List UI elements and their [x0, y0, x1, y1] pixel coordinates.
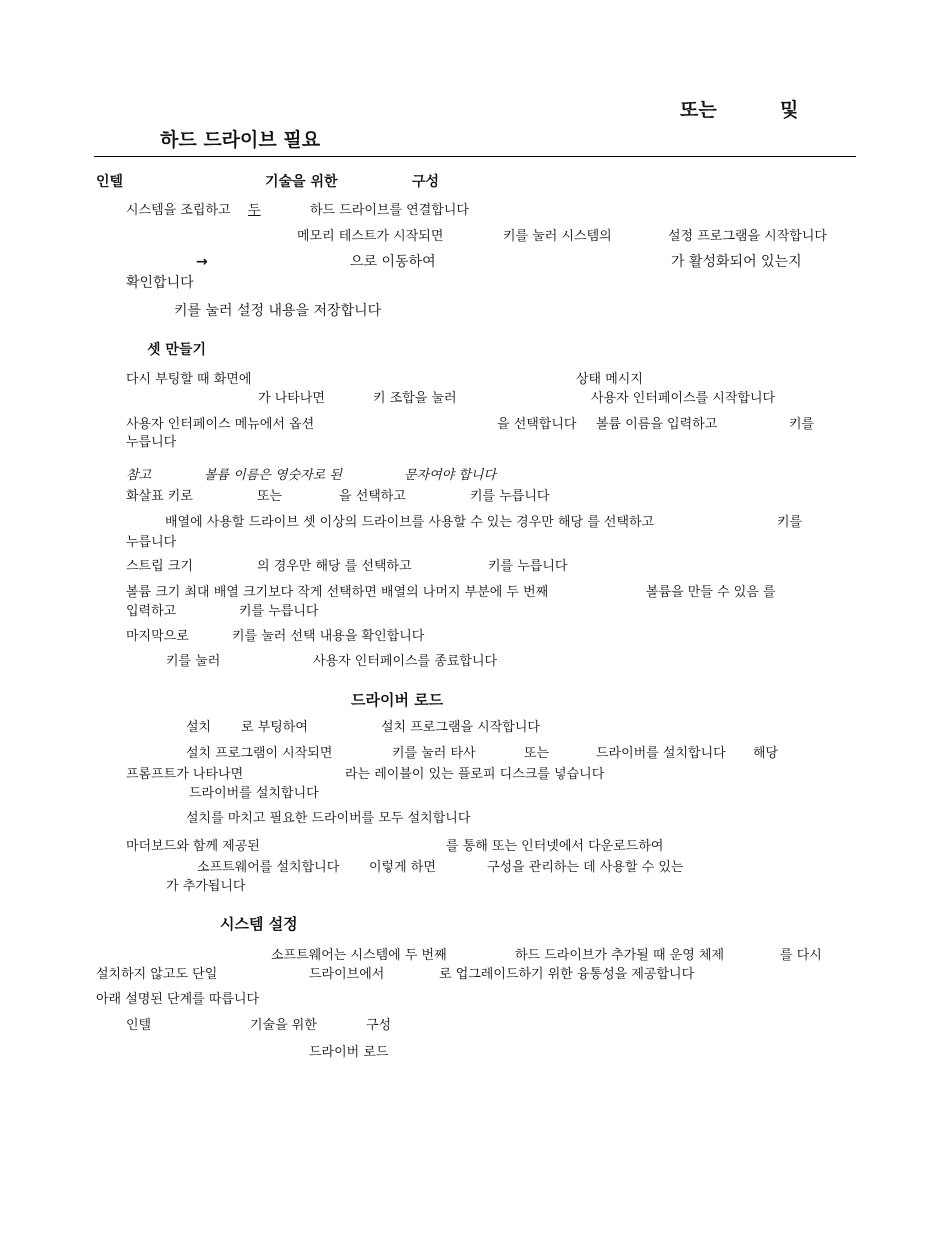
system-line-1a: 소프트웨어는 시스템에 두 번째 [271, 948, 447, 963]
set-line-9b: 볼륨을 만들 수 있음 를 [646, 585, 776, 600]
intel-line-3b: 가 활성화되어 있는지 [671, 254, 802, 270]
set-line-10b: 키를 누릅니다 [239, 604, 319, 619]
title-divider [94, 156, 856, 157]
set-line-2a: 가 나타나면 [258, 391, 325, 406]
driver-line-6b: 를 통해 또는 인터넷에서 다운로드하여 [446, 839, 664, 854]
intel-line-2c: 설정 프로그램을 시작합니다 [668, 229, 827, 244]
note-text-2: 문자여야 합니다 [404, 468, 497, 483]
set-line-5b: 또는 [257, 489, 283, 504]
driver-line-4: 드라이버를 설치합니다 [189, 786, 319, 801]
intel-line-3a: 으로 이동하여 [350, 254, 436, 270]
set-line-7: 누릅니다 [126, 535, 177, 550]
driver-line-5: 설치를 마치고 필요한 드라이버를 모두 설치합니다 [186, 811, 471, 826]
driver-line-3b: 라는 레이블이 있는 플로피 디스크를 넣습니다 [345, 767, 605, 782]
set-line-4: 누릅니다 [126, 435, 177, 450]
set-line-11a: 마지막으로 [126, 629, 189, 644]
driver-line-2c: 또는 [524, 746, 550, 761]
intel-line-2b: 키를 눌러 시스템의 [503, 229, 612, 244]
driver-line-1a: 설치 [186, 720, 212, 735]
set-line-2c: 사용자 인터페이스를 시작합니다 [591, 391, 776, 406]
set-line-12b: 사용자 인터페이스를 종료합니다 [313, 654, 498, 669]
intel-line-1b: 두 [248, 203, 261, 218]
system-line-2c: 로 업그레이드하기 위한 융통성을 제공합니다 [439, 967, 695, 982]
driver-line-7a: 소프트웨어를 설치합니다 [197, 860, 340, 875]
set-line-5a: 화살표 키로 [126, 489, 193, 504]
set-line-1b: 상태 메시지 [576, 372, 643, 387]
set-line-3b: 을 선택합니다 [497, 417, 577, 432]
set-line-8a: 스트립 크기 [126, 559, 193, 574]
set-line-9a: 볼륨 크기 최대 배열 크기보다 작게 선택하면 배열의 나머지 부분에 두 번째 [126, 585, 549, 600]
system-line-2a: 설치하지 않고도 단일 [96, 967, 218, 982]
intel-line-2a: 메모리 테스트가 시작되면 [297, 229, 444, 244]
set-line-3c: 볼륨 이름을 입력하고 [596, 417, 718, 432]
arrow-right-icon: → [196, 254, 208, 270]
set-line-6a: 배열에 사용할 드라이브 셋 이상의 드라이브를 사용할 수 있는 경우만 해당 를 선택하고 [165, 515, 655, 530]
section-heading-set: 셋 만들기 [147, 342, 206, 358]
title-fragment-or: 또는 [680, 99, 717, 121]
intel-line-1c: 하드 드라이브를 연결합니다 [310, 203, 469, 218]
driver-line-3a: 프롬프트가 나타나면 [126, 767, 244, 782]
note-text-1: 볼륨 이름은 영숫자로 된 [204, 468, 342, 483]
note-label: 참고 [126, 468, 152, 483]
driver-line-2b: 키를 눌러 타사 [392, 746, 476, 761]
set-line-6b: 키를 [777, 515, 803, 530]
system-step-2: 드라이버 로드 [309, 1045, 389, 1060]
set-line-8c: 키를 누릅니다 [488, 559, 568, 574]
system-step-1a: 인텔 [126, 1018, 152, 1033]
system-step-1b: 기술을 위한 [250, 1018, 317, 1033]
set-line-5d: 키를 누릅니다 [470, 489, 550, 504]
system-step-1c: 구성 [366, 1018, 392, 1033]
intel-line-5: 키를 눌러 설정 내용을 저장합니다 [174, 303, 382, 319]
set-line-10a: 입력하고 [126, 604, 177, 619]
set-line-5c: 을 선택하고 [339, 489, 406, 504]
system-line-3: 아래 설명된 단계를 따릅니다 [96, 992, 260, 1007]
driver-line-6a: 마더보드와 함께 제공된 [126, 839, 260, 854]
section-heading-intel-3: 구성 [412, 174, 440, 190]
intel-line-4: 확인합니다 [126, 275, 194, 291]
section-heading-intel-1: 인텔 [96, 174, 124, 190]
driver-line-7b: 이렇게 하면 [369, 860, 436, 875]
set-line-1a: 다시 부팅할 때 화면에 [126, 372, 252, 387]
driver-line-2a: 설치 프로그램이 시작되면 [186, 746, 333, 761]
driver-line-1c: 설치 프로그램을 시작합니다 [381, 720, 540, 735]
set-line-2b: 키 조합을 눌러 [373, 391, 457, 406]
driver-line-8: 가 추가됩니다 [166, 879, 246, 894]
intel-line-1a: 시스템을 조립하고 [126, 203, 231, 218]
set-line-11b: 키를 눌러 선택 내용을 확인합니다 [232, 629, 425, 644]
driver-line-2d: 드라이버를 설치합니다 [596, 746, 726, 761]
system-line-1b: 하드 드라이브가 추가될 때 운영 체제 [515, 948, 725, 963]
section-heading-driver: 드라이버 로드 [351, 691, 444, 709]
section-heading-system: 시스템 설정 [220, 915, 298, 933]
title-fragment-and: 및 [780, 99, 799, 121]
page-title: 하드 드라이브 필요 [160, 129, 321, 151]
system-line-2b: 드라이브에서 [309, 967, 385, 982]
set-line-12a: 키를 눌러 [166, 654, 221, 669]
set-line-8b: 의 경우만 해당 를 선택하고 [257, 559, 412, 574]
set-line-3d: 키를 [789, 417, 815, 432]
section-heading-intel-2: 기술을 위한 [265, 174, 338, 190]
driver-line-1b: 로 부팅하여 [241, 720, 308, 735]
system-line-1c: 를 다시 [780, 948, 822, 963]
set-line-3a: 사용자 인터페이스 메뉴에서 옵션 [126, 417, 315, 432]
driver-line-7c: 구성을 관리하는 데 사용할 수 있는 [487, 860, 684, 875]
driver-line-2e: 해당 [753, 746, 779, 761]
